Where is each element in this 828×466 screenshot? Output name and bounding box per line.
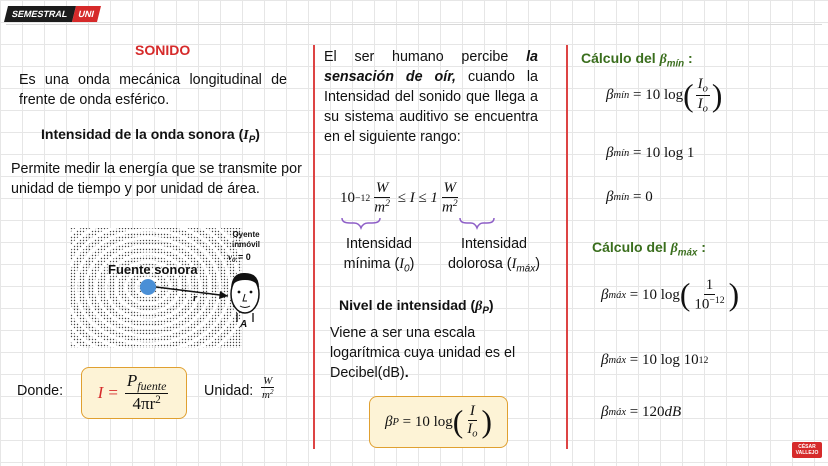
sound-source-dot [140, 279, 156, 295]
listener-label-line2: inmóvil [231, 240, 260, 249]
level-heading-text: Nivel de intensidad ( [339, 297, 476, 313]
max-equation-1: β máx = 10 log ( $\frac{1}{10^{-12}}$ ) [601, 277, 740, 313]
column-divider-1 [313, 45, 315, 449]
min-eq1-den-sub: o [702, 103, 708, 115]
max-eq2-sub: máx [608, 355, 626, 366]
column-divider-2 [566, 45, 568, 449]
min-calc-sub: mín [666, 58, 685, 70]
perception-text-post: cuando la Intensidad del sonido que llega a su sistema auditivo se encuentra en el siguiente rango: [324, 69, 538, 145]
unit-num: W [263, 375, 273, 387]
point-a-label: A [240, 319, 248, 330]
level-description [330, 323, 542, 383]
max-eq3-unit: dB [664, 404, 682, 420]
formula-fraction [125, 372, 168, 414]
listener-v-rest: = 0 [235, 252, 251, 262]
max-label-line1: Intensidad [461, 236, 527, 252]
source-label: Fuente sonora [108, 262, 198, 277]
min-sym: I [399, 256, 405, 272]
formula-equals: = [108, 383, 118, 402]
beta-num: I [469, 403, 475, 420]
min-equation-2 [606, 145, 694, 162]
beta-lhs: β [384, 413, 393, 430]
max-close: ) [535, 256, 540, 272]
min-eq2-lhs: β [606, 145, 614, 161]
min-label-line2: mínima ( [343, 256, 400, 272]
level-desc-dot: . [404, 365, 409, 381]
level-sub: P [482, 305, 489, 317]
beta-open-paren: ( [452, 404, 464, 440]
max-eq1-rhs: = 10 log [625, 286, 680, 303]
intensity-formula-box [81, 367, 187, 419]
min-calc-heading [581, 50, 693, 69]
range-unit-den-1: m [374, 198, 386, 215]
level-desc-text: Viene a ser una escala logarítmica cuya unidad es el Decibel(dB) [330, 325, 516, 381]
intensity-heading [41, 126, 260, 145]
max-equation-2 [601, 352, 708, 369]
max-eq2-rhs: = 10 log 10 [625, 352, 699, 368]
badge-uni: UNI [72, 6, 101, 22]
range-unit-sup-1: 2 [385, 197, 390, 209]
range-coef: 10 [340, 189, 355, 206]
max-eq2-lhs: β [601, 352, 609, 368]
beta-rhs: = 10 log [398, 413, 453, 430]
min-equation-1: β mín = 10 log ( $\frac{I_o}{I_o}$ ) [606, 76, 723, 115]
max-eq1-den-sup: −12 [709, 294, 725, 306]
formula-lhs: I [97, 383, 104, 402]
max-eq1-den: 10 [694, 295, 710, 312]
max-intensity-label [444, 234, 544, 280]
header-rule [6, 24, 822, 25]
range-middle: ≤ I ≤ 1 [393, 189, 438, 206]
range-unit-den-2: m [441, 198, 453, 215]
max-eq1-num: 1 [705, 277, 714, 293]
max-calc-text: Cálculo del [592, 239, 671, 255]
range-exp: −12 [355, 192, 371, 204]
range-underbraces [340, 216, 500, 230]
min-eq1-den: I [697, 96, 703, 113]
unit-den-sup: 2 [269, 388, 274, 397]
max-eq3-sub: máx [608, 407, 626, 418]
intensity-description: Permite medir la energía que se transmite por unidad de tiempo y por unidad de área. [11, 161, 302, 197]
sonido-definition: Es una onda mecánica longitudinal de frente de onda esférico. [19, 72, 287, 108]
max-calc-heading [592, 239, 706, 258]
max-calc-colon: : [697, 239, 706, 255]
min-eq1-num-sub: o [702, 83, 708, 95]
level-sym: β [475, 299, 483, 314]
max-eq1-sub: máx [608, 289, 626, 301]
max-label-line2: dolorosa ( [447, 256, 512, 272]
donde-label: Donde: [17, 383, 64, 399]
radius-label: r [193, 292, 198, 304]
listener-v-sub: 0 [232, 257, 236, 265]
formula-num: P [126, 371, 138, 391]
unit-label: Unidad: [204, 383, 254, 399]
min-eq3-sub: mín [613, 192, 630, 203]
max-eq3-rhs: = 120 [625, 404, 665, 420]
intensity-sub: P [248, 134, 256, 146]
intensity-symbol: I [243, 128, 249, 143]
max-eq2-rhs-sup: 12 [698, 355, 709, 366]
formula-num-sub: fuente [137, 379, 167, 394]
listener-label [229, 230, 263, 250]
perception-paragraph [324, 47, 538, 147]
min-label-line1: Intensidad [346, 236, 412, 252]
min-eq2-rhs: = 10 log 1 [629, 145, 695, 161]
min-calc-colon: : [684, 50, 693, 66]
min-eq3-rhs: = 0 [629, 189, 653, 205]
min-eq1-num: I [697, 76, 703, 92]
listener-velocity [228, 252, 251, 264]
max-brace [460, 218, 494, 228]
unit-fraction [258, 375, 278, 402]
max-sym: I [511, 256, 517, 272]
beta-lhs-sub: P [392, 416, 399, 428]
unit-den: m [262, 389, 270, 402]
perception-text-pre: El ser humano percibe [324, 49, 527, 65]
min-intensity-label [340, 234, 418, 280]
beta-close-paren: ) [481, 404, 493, 440]
max-eq1-lhs: β [601, 286, 609, 303]
min-equation-3 [606, 189, 653, 206]
min-eq1-sub: mín [613, 90, 630, 102]
range-unit-num-1: W [375, 180, 389, 196]
listener-v: v [228, 252, 232, 262]
min-eq1-lhs: β [606, 87, 614, 104]
audible-range-inequality [340, 180, 462, 216]
range-unit-num-2: W [443, 180, 457, 196]
listener-label-line1: Oyente [232, 230, 260, 239]
brand-line1: CÉSAR [798, 444, 816, 450]
min-eq2-sub: mín [613, 148, 630, 159]
formula-den: 4πr [132, 394, 156, 414]
max-calc-sub: máx [677, 247, 698, 259]
badge-semestral: SEMESTRAL [4, 6, 76, 22]
cesar-vallejo-logo [792, 442, 822, 458]
min-brace [342, 218, 380, 228]
intensity-heading-text: Intensidad de la onda sonora ( [41, 126, 244, 142]
level-close: ) [488, 297, 494, 313]
min-eq3-lhs: β [606, 189, 614, 205]
max-sub: máx [516, 263, 536, 275]
beta-den: I [467, 420, 473, 437]
formula-den-sup: 2 [155, 394, 161, 407]
max-calc-sym: β [670, 241, 678, 256]
brand-line2: VALLEJO [795, 450, 819, 456]
range-unit-sup-2: 2 [452, 197, 458, 209]
semestral-uni-badge [4, 6, 101, 22]
max-eq3-lhs: β [601, 404, 609, 420]
sonido-title: SONIDO [135, 42, 191, 58]
min-sub: 0 [404, 263, 410, 275]
level-heading [339, 297, 494, 316]
perception-text-emph: la sensación de oír, [324, 49, 538, 85]
min-calc-sym: β [659, 52, 667, 67]
max-equation-3 [601, 404, 681, 421]
intensity-close: ) [255, 126, 260, 142]
min-close: ) [409, 256, 415, 272]
min-eq1-rhs: = 10 log [629, 87, 684, 104]
beta-den-sub: o [472, 428, 478, 440]
min-calc-text: Cálculo del [581, 50, 660, 66]
level-formula-box [369, 396, 508, 448]
